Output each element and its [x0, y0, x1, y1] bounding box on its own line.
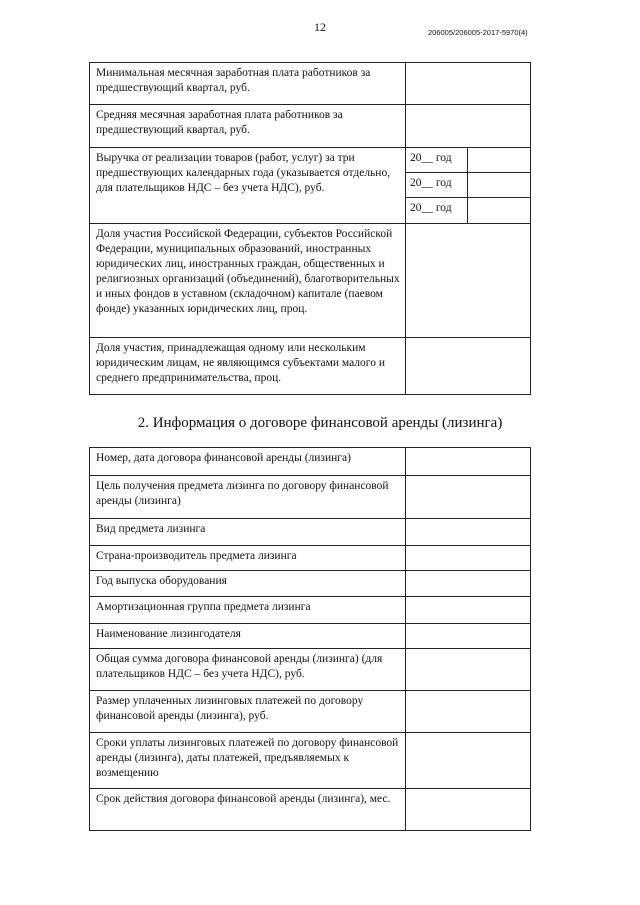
- row-label: Выручка от реализации товаров (работ, услуг) за три предшествующих календарных года (указывается отдельно, для плательщиков НДС – без учета НДС), руб.: [90, 148, 406, 224]
- section-title: 2. Информация о договоре финансовой аренды (лизинга): [137, 415, 503, 431]
- page-number: 12: [314, 20, 326, 34]
- row-label: Цель получения предмета лизинга по договору финансовой аренды (лизинга): [90, 476, 406, 519]
- year-label: 20__ год: [406, 198, 468, 224]
- value-cell[interactable]: [406, 789, 531, 831]
- value-cell[interactable]: [406, 448, 531, 476]
- row-label: Доля участия, принадлежащая одному или нескольким юридическим лицам, не являющимся субъектами малого и среднего предпринимательства, проц.: [90, 338, 406, 395]
- row-label: Средняя месячная заработная плата работников за предшествующий квартал, руб.: [90, 105, 406, 148]
- row-label: Номер, дата договора финансовой аренды (лизинга): [90, 448, 406, 476]
- leasing-info-table: [89, 447, 531, 831]
- row-label: Вид предмета лизинга: [90, 519, 406, 546]
- row-label: Общая сумма договора финансовой аренды (лизинга) (для плательщиков НДС – без учета НДС), руб.: [90, 649, 406, 691]
- year-label: 20__ год: [406, 148, 468, 173]
- value-cell[interactable]: [406, 63, 531, 105]
- value-cell[interactable]: [406, 649, 531, 691]
- value-cell[interactable]: [468, 148, 531, 173]
- value-cell[interactable]: [406, 338, 531, 395]
- value-cell[interactable]: [406, 733, 531, 789]
- row-label: Минимальная месячная заработная плата работников за предшествующий квартал, руб.: [90, 63, 406, 105]
- year-label: 20__ год: [406, 173, 468, 198]
- value-cell[interactable]: [406, 597, 531, 624]
- value-cell[interactable]: [406, 571, 531, 597]
- row-label: Срок действия договора финансовой аренды (лизинга), мес.: [90, 789, 406, 831]
- row-label: Страна-производитель предмета лизинга: [90, 546, 406, 571]
- row-label: Размер уплаченных лизинговых платежей по договору финансовой аренды (лизинга), руб.: [90, 691, 406, 733]
- enterprise-info-table: [89, 62, 531, 395]
- row-label: Сроки уплаты лизинговых платежей по договору финансовой аренды (лизинга), даты платежей, предъявляемых к возмещению: [90, 733, 406, 789]
- value-cell[interactable]: [406, 519, 531, 546]
- row-label: Доля участия Российской Федерации, субъектов Российской Федерации, муниципальных образований, иностранных юридических лиц, иностранных граждан, общественных и религиозных организаций (объединений), благотворительных и иных фондов в уставном (складочном) капитале (паевом фонде) указанных юридических лиц, проц.: [90, 224, 406, 338]
- value-cell[interactable]: [468, 173, 531, 198]
- row-label: Амортизационная группа предмета лизинга: [90, 597, 406, 624]
- value-cell[interactable]: [406, 476, 531, 519]
- value-cell[interactable]: [468, 198, 531, 224]
- row-label: Год выпуска оборудования: [90, 571, 406, 597]
- value-cell[interactable]: [406, 546, 531, 571]
- value-cell[interactable]: [406, 224, 531, 338]
- value-cell[interactable]: [406, 691, 531, 733]
- value-cell[interactable]: [406, 105, 531, 148]
- value-cell[interactable]: [406, 624, 531, 649]
- row-label: Наименование лизингодателя: [90, 624, 406, 649]
- document-code: 206005/206005-2017-5970(4): [428, 28, 528, 37]
